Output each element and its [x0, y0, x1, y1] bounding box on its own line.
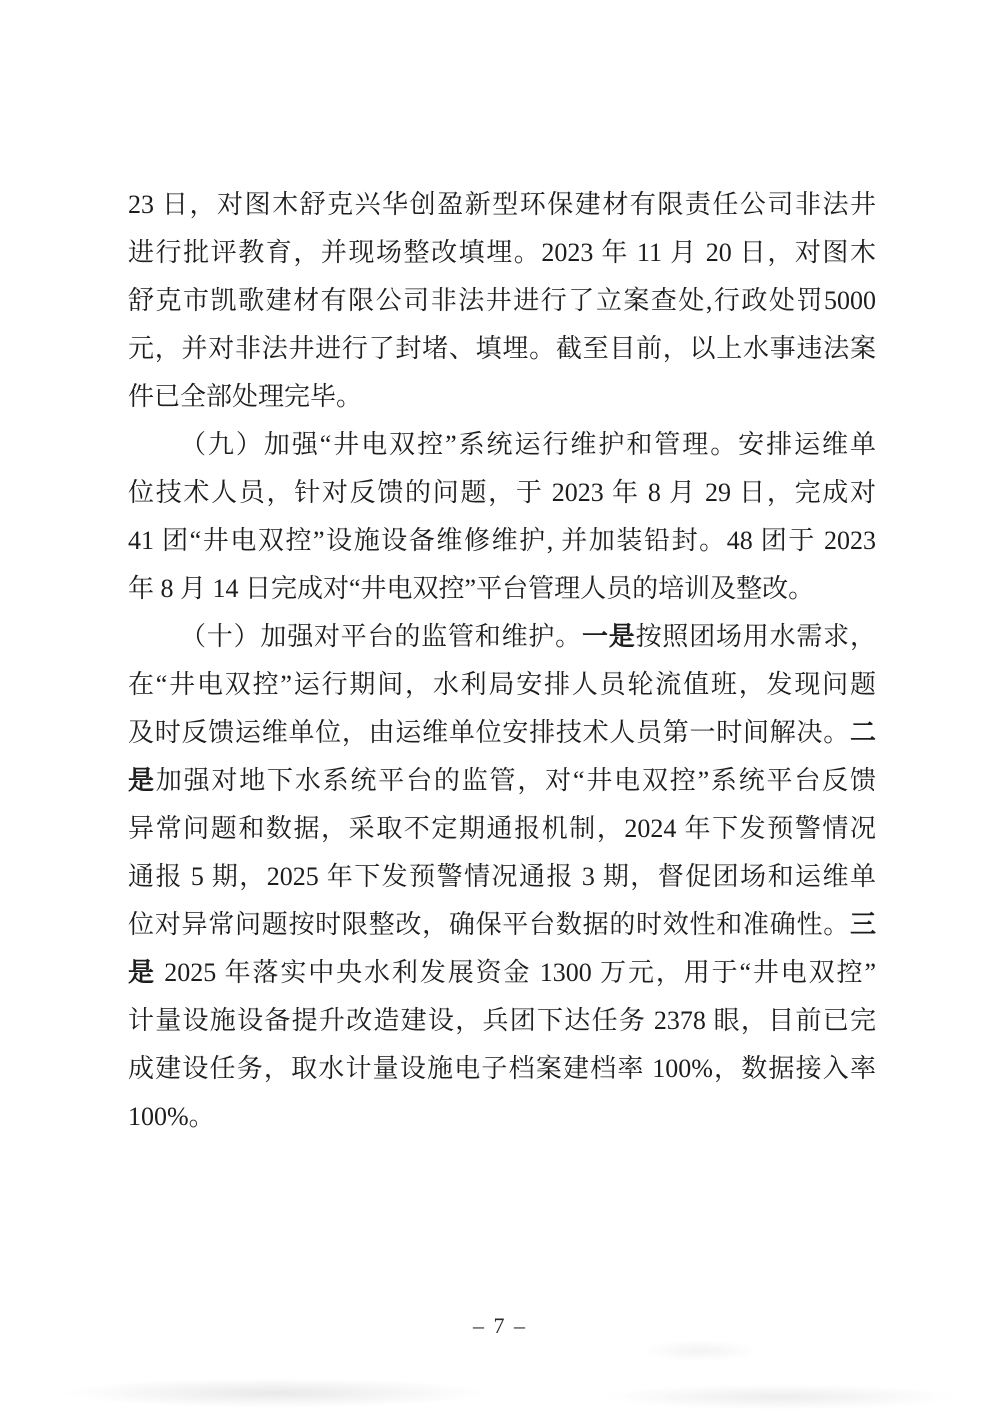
body-text: 2025 年落实中央水利发展资金 1300 万元，用于“井电双控”	[155, 958, 876, 987]
text-line	[128, 181, 876, 229]
text-line	[128, 805, 876, 853]
text-line	[128, 421, 876, 469]
body-text: 位技术人员，针对反馈的问题，于 2023 年 8 月 29 日，完成对	[128, 478, 876, 507]
body-text: 件已全部处理完毕。	[128, 382, 363, 411]
body-text: 在“井电双控”运行期间，水利局安排人员轮流值班，发现问题	[128, 670, 876, 699]
text-line	[128, 325, 876, 373]
body-text: 元，并对非法井进行了封堵、填埋。截至目前，以上水事违法案	[128, 334, 876, 363]
text-line	[128, 1045, 876, 1093]
emphasis-text: 二	[849, 718, 876, 747]
text-line	[128, 565, 876, 613]
body-text: 按照团场用水需求，	[635, 622, 876, 651]
body-text: 异常问题和数据，采取不定期通报机制，2024 年下发预警情况	[128, 814, 876, 843]
scan-smudge	[600, 1384, 960, 1410]
body-text: 成建设任务，取水计量设施电子档案建档率 100%，数据接入率	[128, 1054, 876, 1083]
text-line	[128, 613, 876, 661]
text-line	[128, 373, 876, 421]
text-line	[128, 709, 876, 757]
text-line	[128, 1093, 876, 1141]
emphasis-text: 三	[849, 910, 876, 939]
body-text: 23 日，对图木舒克兴华创盈新型环保建材有限责任公司非法井	[128, 190, 876, 219]
body-text: 计量设施设备提升改造建设，兵团下达任务 2378 眼，目前已完	[128, 1006, 876, 1035]
text-line	[128, 853, 876, 901]
paragraph-section-ten	[128, 613, 876, 1141]
body-text: 加强对地下水系统平台的监管，对“井电双控”系统平台反馈	[155, 766, 876, 795]
text-line	[128, 661, 876, 709]
body-text: 位对异常问题按时限整改，确保平台数据的时效性和准确性。	[128, 910, 850, 939]
section-heading-text: （十）加强对平台的监管和维护。	[180, 622, 582, 651]
scan-smudge	[640, 1340, 760, 1362]
body-text: 100%。	[128, 1102, 215, 1131]
text-line	[128, 949, 876, 997]
emphasis-text: 一是	[581, 622, 636, 651]
paragraph-water-violation-cases	[128, 181, 876, 421]
body-text: 41 团“井电双控”设施设备维修维护, 并加装铅封。48 团于 2023	[128, 526, 876, 555]
body-text: 安排运维单	[738, 430, 876, 459]
emphasis-text: 是	[128, 958, 156, 987]
page-number: – 7 –	[473, 1313, 527, 1338]
text-line	[128, 277, 876, 325]
emphasis-text: 是	[128, 766, 156, 795]
text-line	[128, 517, 876, 565]
body-text: 进行批评教育，并现场整改填埋。2023 年 11 月 20 日，对图木	[128, 238, 876, 267]
text-line	[128, 469, 876, 517]
paragraph-section-nine	[128, 421, 876, 613]
document-body	[128, 181, 876, 1141]
scan-smudge	[60, 1378, 490, 1408]
text-line	[128, 901, 876, 949]
text-line	[128, 757, 876, 805]
body-text: 舒克市凯歌建材有限公司非法井进行了立案查处,行政处罚5000	[128, 286, 876, 315]
body-text: 及时反馈运维单位，由运维单位安排技术人员第一时间解决。	[128, 718, 850, 747]
text-line	[128, 229, 876, 277]
section-heading-text: （九）加强“井电双控”系统运行维护和管理。	[180, 430, 739, 459]
text-line	[128, 997, 876, 1045]
body-text: 年 8 月 14 日完成对“井电双控”平台管理人员的培训及整改。	[128, 574, 815, 603]
body-text: 通报 5 期，2025 年下发预警情况通报 3 期，督促团场和运维单	[128, 862, 876, 891]
